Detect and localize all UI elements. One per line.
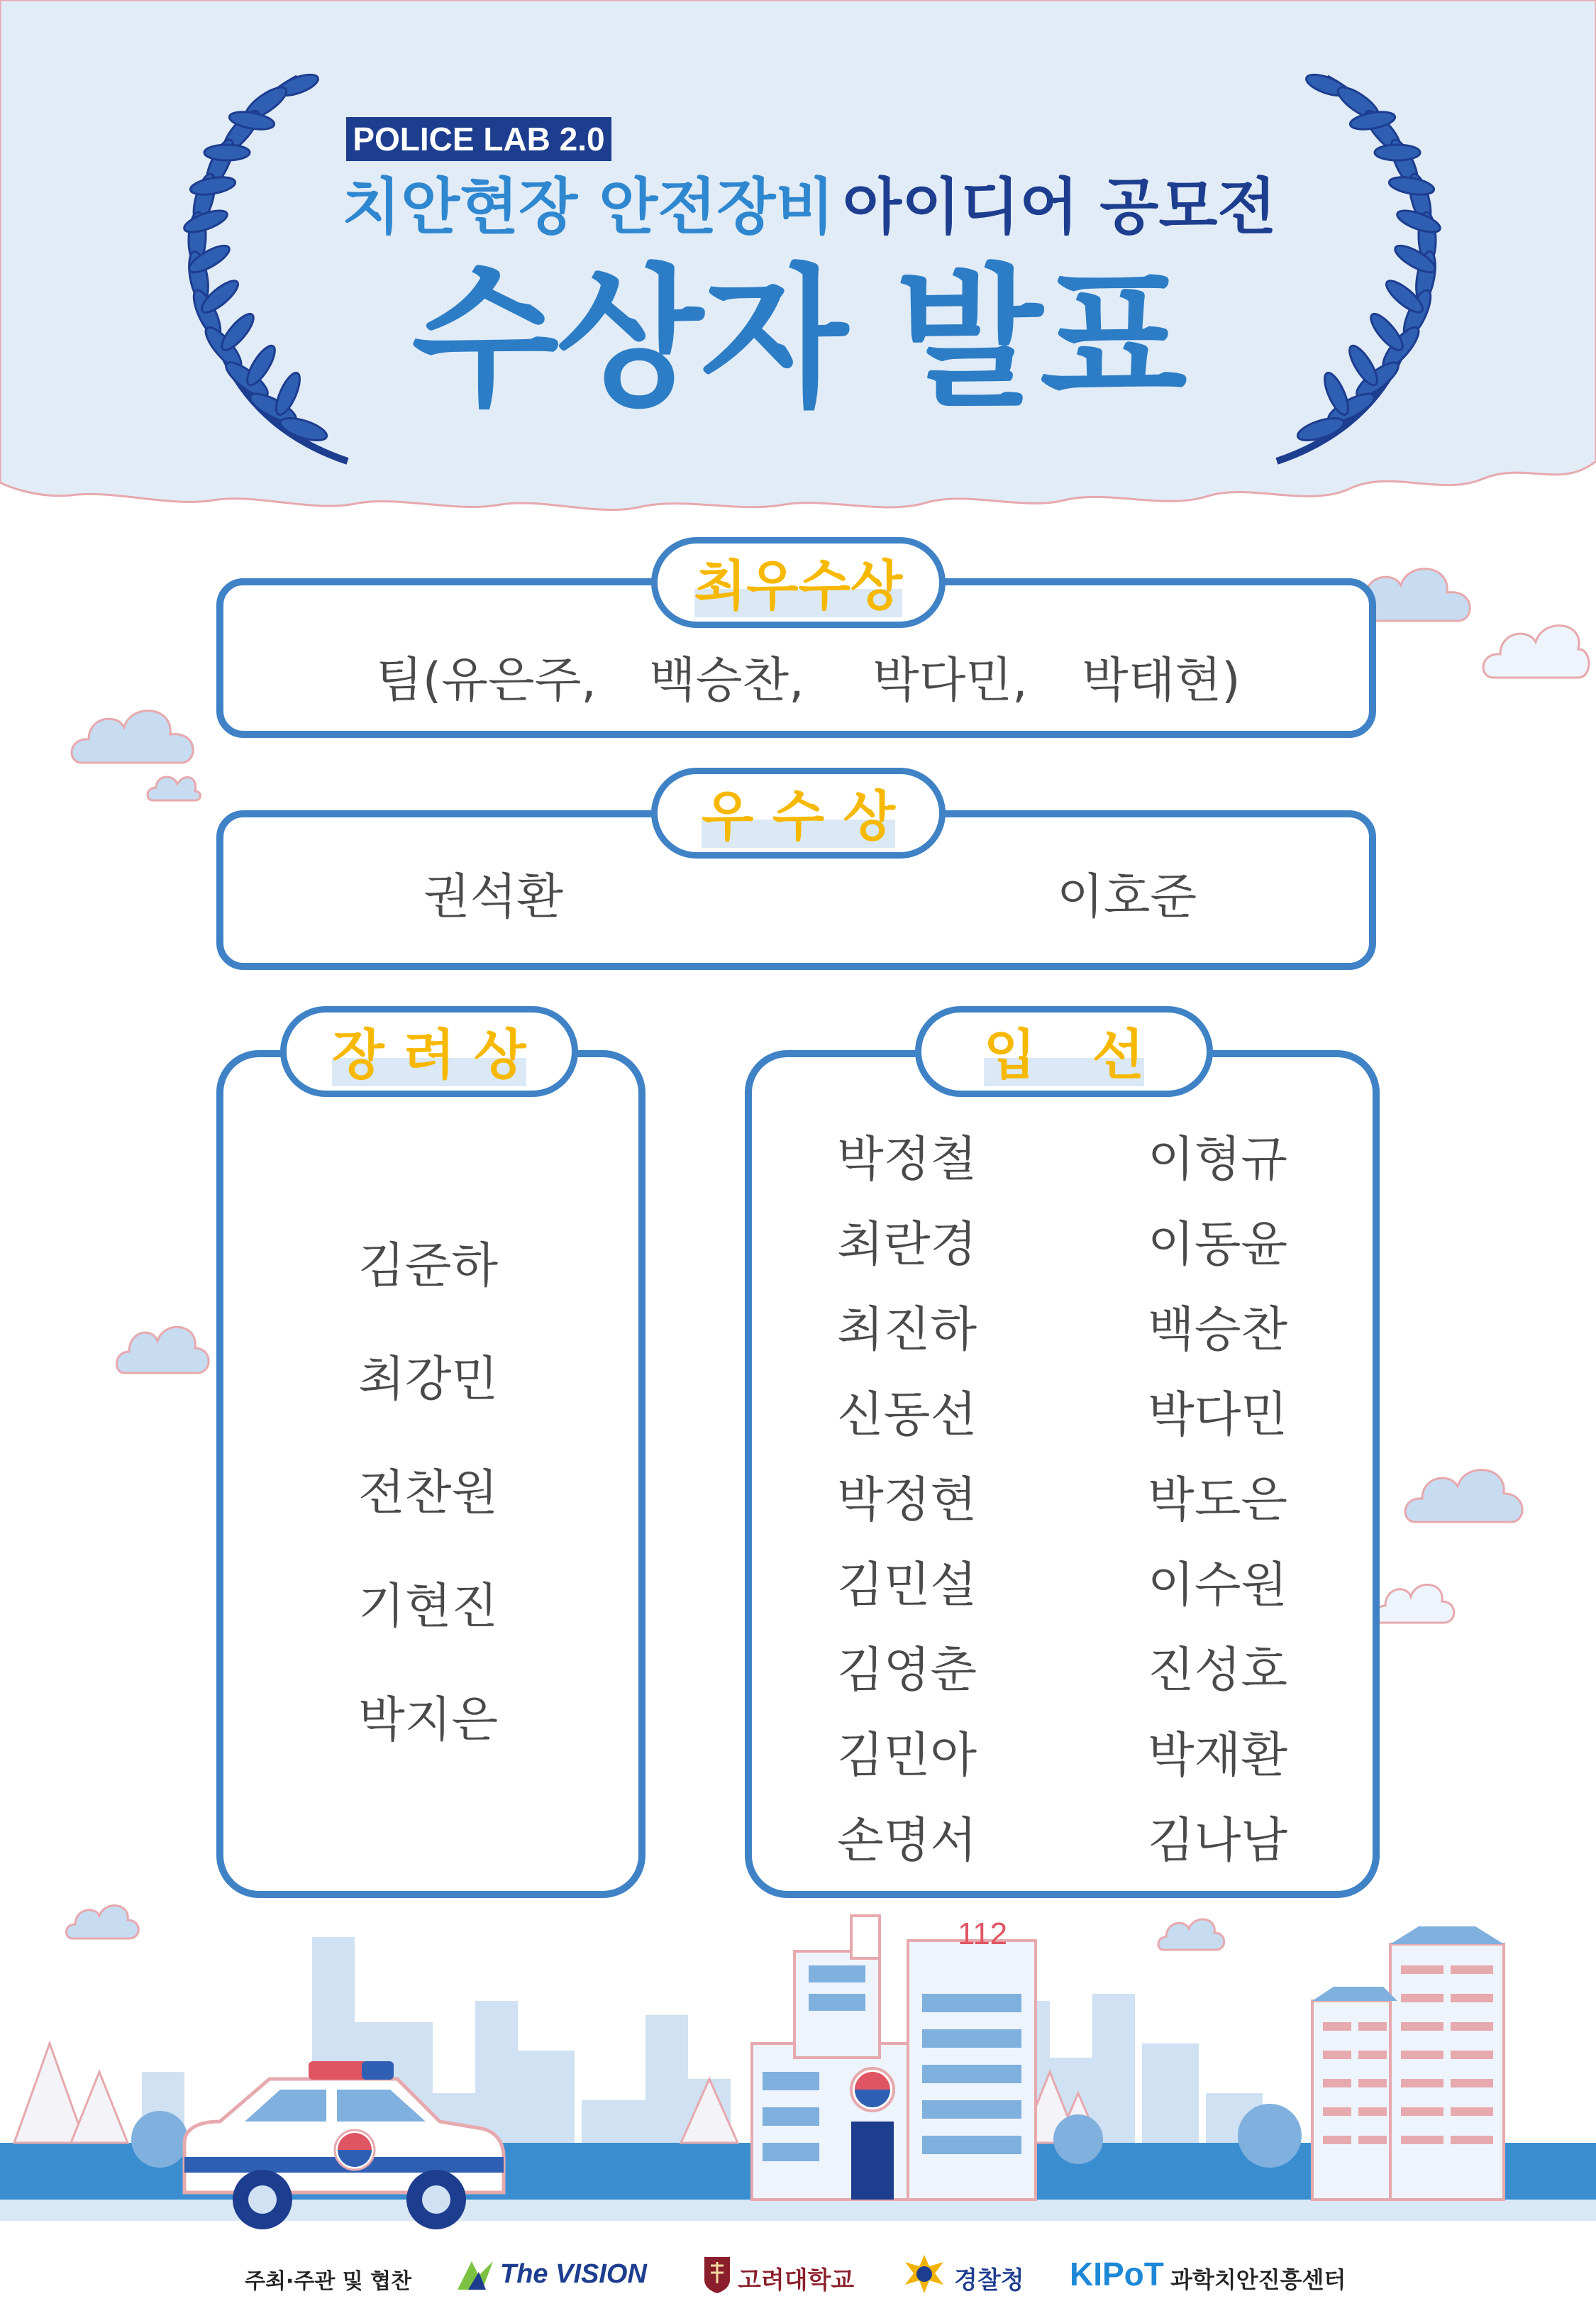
building-sign: 112 [958,1916,1008,1951]
excellence-prize-label: 우 수 상 [701,785,896,848]
encouragement-prize-name: 기현진 [358,1579,499,1635]
encouragement-prize-name: 전찬원 [358,1465,499,1521]
cloud-icon [1479,610,1592,688]
footer [0,2242,1596,2306]
page-title: 수상자 발표 [411,250,1185,428]
selected-name: 이형규 [1148,1132,1288,1188]
encouragement-prize-label-pill [280,1006,578,1097]
selected-name: 진성호 [1148,1643,1288,1699]
selected-left-column [837,1121,977,1887]
selected-name: 김민설 [837,1557,977,1613]
encouragement-prize-name: 김준하 [358,1238,499,1294]
selected-name: 최진하 [837,1302,977,1358]
event-subtitle-secondary: 아이디어 공모전 [843,172,1277,243]
grand-prize-label-pill [651,537,946,628]
selected-name: 김나남 [1148,1813,1288,1869]
excellence-prize-name: 권석환 [423,869,564,925]
cloud-icon [67,695,202,773]
selected-name: 박재환 [1148,1728,1288,1784]
selected-name: 박정현 [837,1472,977,1528]
grand-prize-name: 팀(유은주, [376,653,597,709]
the-vision-logo-icon [454,2258,497,2293]
encouragement-prize-label: 장 려 상 [332,1023,526,1086]
korea-university-logo-icon [702,2255,732,2295]
cloud-icon [145,766,202,805]
sponsor-the-vision: The VISION [500,2259,647,2289]
grand-prize-name: 박태현) [1082,653,1241,709]
event-badge: POLICE LAB 2.0 [346,117,611,161]
selected-prize-label-pill [915,1006,1213,1097]
police-agency-logo-icon [901,2252,948,2296]
selected-right-column [1148,1121,1287,1887]
selected-name: 박도은 [1148,1472,1288,1528]
selected-name: 박정철 [837,1132,977,1188]
cloud-icon [1401,1455,1529,1533]
grand-prize-name: 백승찬, [649,653,804,709]
event-subtitle-primary: 치안현장 안전장비 [342,172,835,243]
police-station-illustration [752,1916,1036,2200]
sponsor-police-agency: 경찰청 [954,2266,1024,2295]
selected-name: 백승찬 [1148,1302,1288,1358]
selected-name: 박다민 [1148,1387,1288,1443]
excellence-prize-label-pill [651,768,946,859]
grand-prize-name: 박다민, [872,653,1028,709]
host-label: 주최·주관 및 협찬 [245,2269,412,2294]
selected-name: 이수원 [1148,1557,1288,1613]
laurel-right-icon [1270,64,1504,468]
excellence-prize-name: 이호준 [1057,869,1197,925]
cloud-icon [1373,1572,1458,1628]
sponsor-kipot-name: 과학치안진흥센터 [1170,2266,1346,2293]
selected-name: 손명서 [837,1813,977,1869]
selected-prize-label: 입 선 [983,1023,1145,1086]
kipot-logo: KIPoT [1070,2256,1164,2293]
selected-name: 김영춘 [837,1643,977,1699]
sponsor-korea-university: 고려대학교 [738,2266,855,2295]
selected-name: 김민아 [837,1728,977,1784]
grand-prize-label: 최우수상 [694,554,903,617]
selected-name: 이동윤 [1148,1217,1288,1273]
encouragement-prize-name: 박지은 [358,1692,499,1748]
encouragement-prize-name: 최강민 [358,1352,499,1408]
city-illustration [0,1909,1596,2242]
selected-name: 최란경 [837,1217,977,1273]
cloud-icon [113,1313,213,1380]
selected-name: 신동선 [837,1387,977,1443]
